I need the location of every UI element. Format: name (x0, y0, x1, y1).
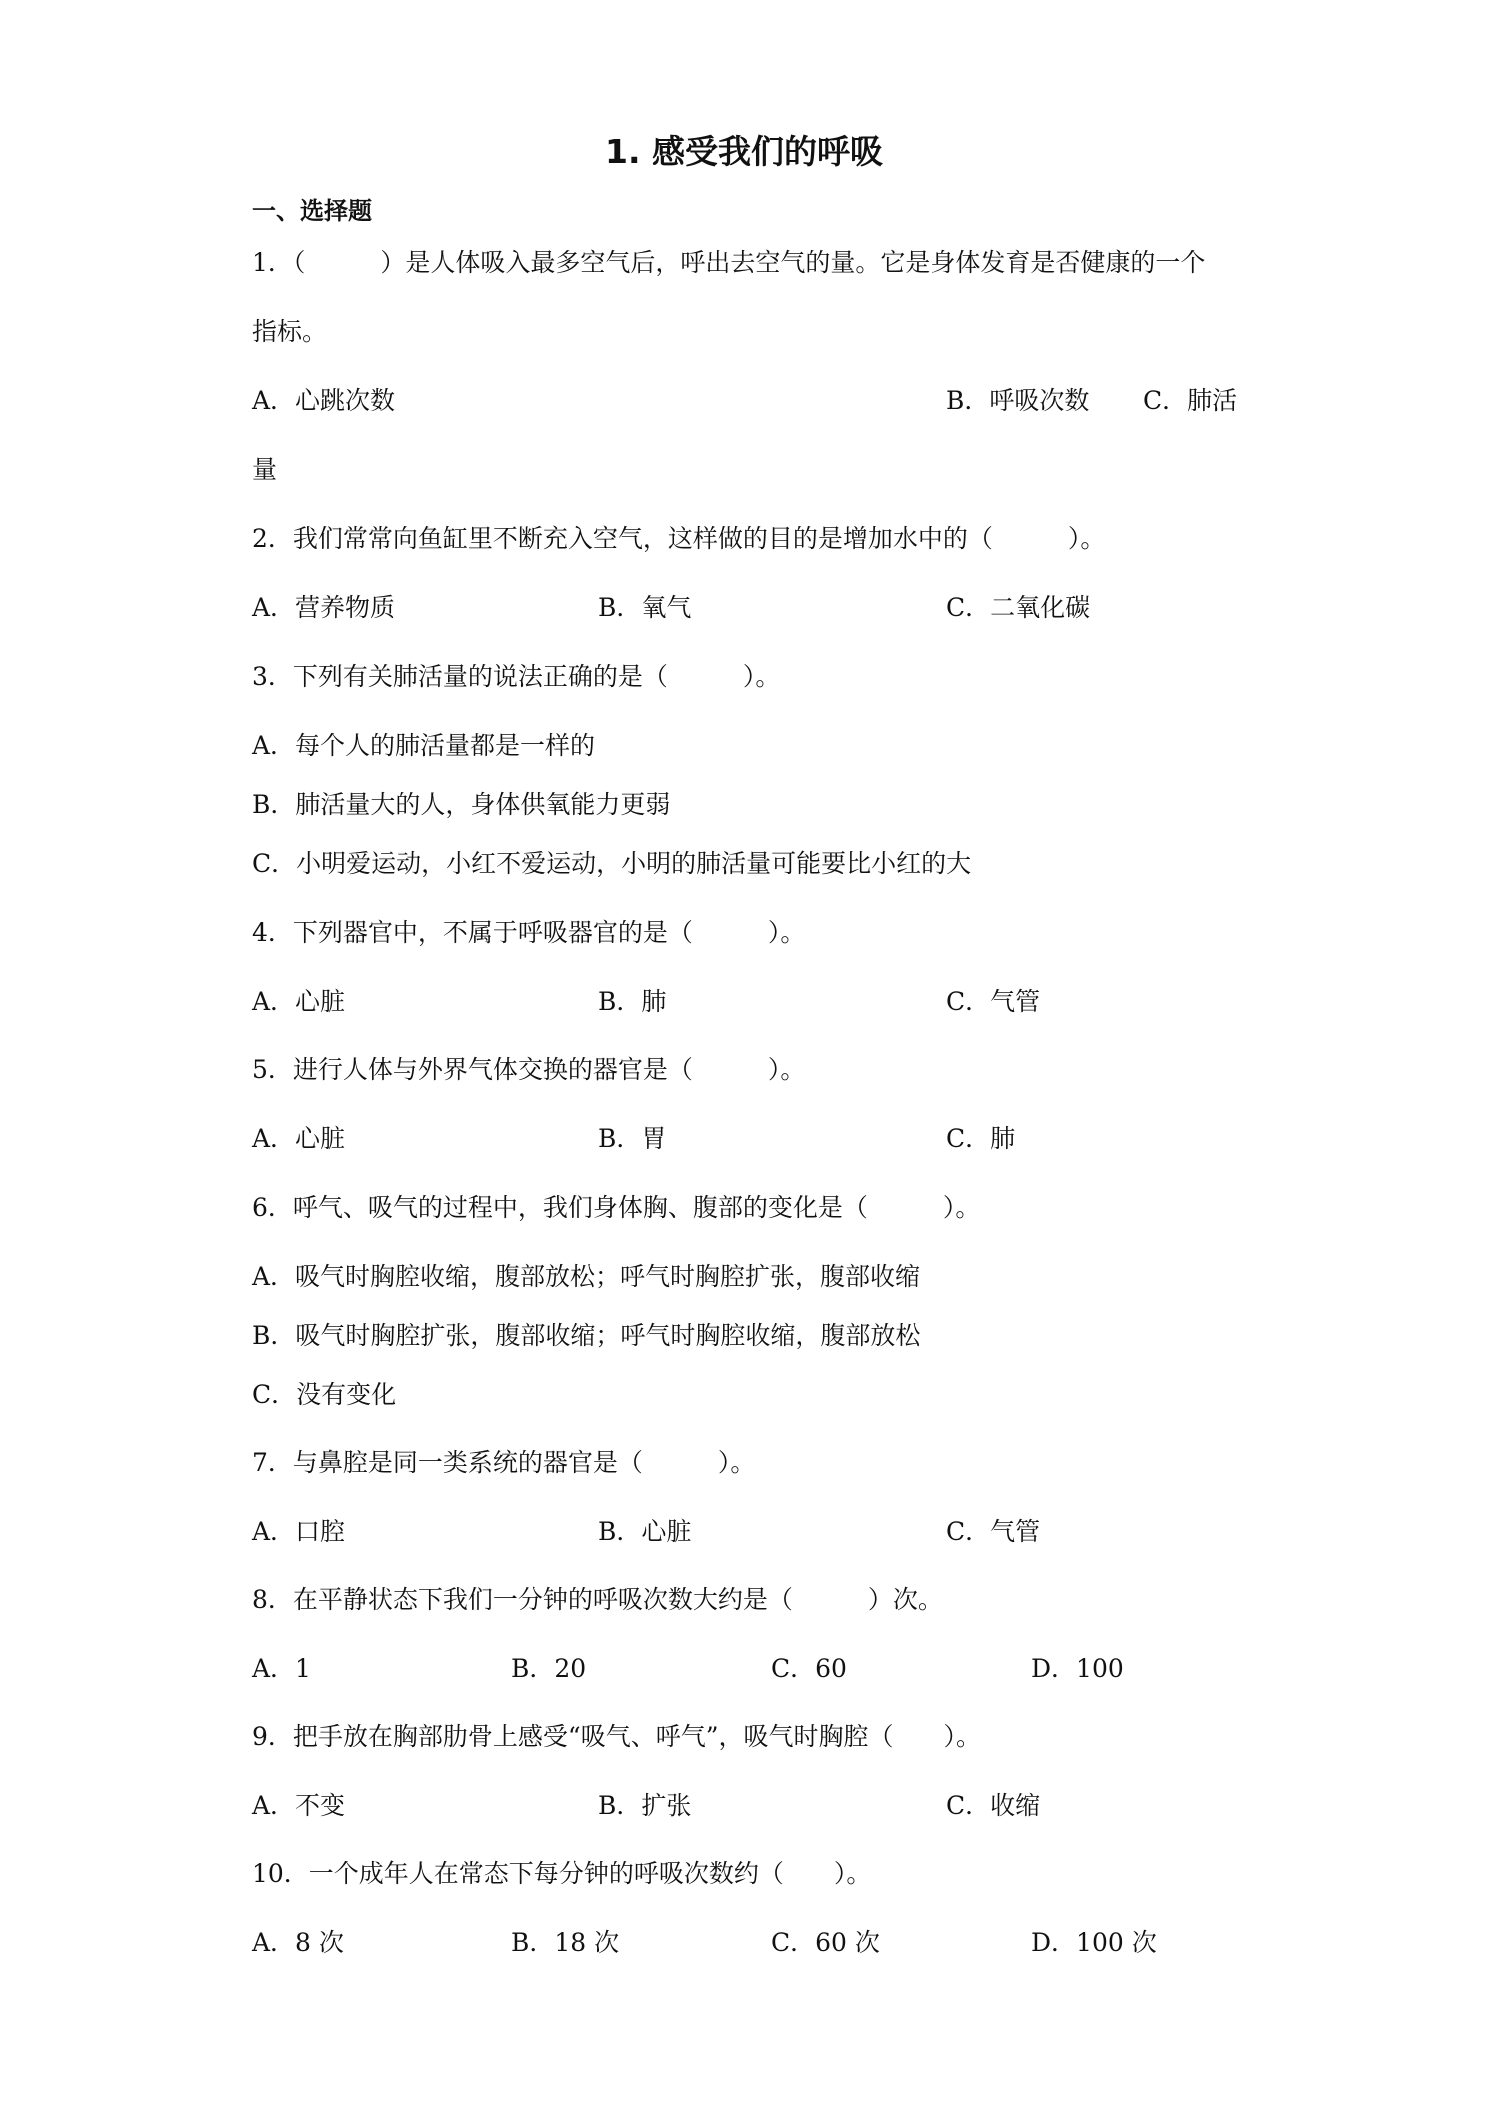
question-1-option-c-wrap: 量 (252, 455, 278, 484)
question-3-option-b: B．肺活量大的人，身体供氧能力更弱 (252, 790, 671, 819)
question-2-option-b: B．氧气 (598, 593, 692, 622)
question-9-option-a: A．不变 (252, 1791, 346, 1820)
question-8-option-a: A．1 (252, 1654, 311, 1683)
question-5-option-a: A．心脏 (252, 1124, 346, 1153)
question-6-option-b: B．吸气时胸腔扩张，腹部收缩；呼气时胸腔收缩，腹部放松 (252, 1321, 921, 1350)
question-10-option-d: D．100 次 (1031, 1928, 1157, 1957)
question-7-option-b: B．心脏 (598, 1517, 692, 1546)
question-6-option-c: C．没有变化 (252, 1380, 397, 1409)
question-1-option-c: C．肺活 (1143, 386, 1238, 415)
question-10-option-a: A．8 次 (252, 1928, 344, 1957)
question-9-option-b: B．扩张 (598, 1791, 692, 1820)
question-8-option-b: B．20 (511, 1654, 587, 1683)
question-10-stem: 10．一个成年人在常态下每分钟的呼吸次数约（ ）。 (252, 1859, 872, 1888)
question-3-option-a: A．每个人的肺活量都是一样的 (252, 731, 596, 760)
question-2-option-a: A．营养物质 (252, 593, 396, 622)
question-8-option-c: C．60 (771, 1654, 847, 1683)
question-2-option-c: C．二氧化碳 (946, 593, 1091, 622)
question-3-stem: 3．下列有关肺活量的说法正确的是（ ）。 (252, 662, 781, 691)
question-7-option-a: A．口腔 (252, 1517, 346, 1546)
question-3-option-c: C．小明爱运动，小红不爱运动，小明的肺活量可能要比小红的大 (252, 849, 972, 878)
page-title: 1. 感受我们的呼吸 (605, 132, 883, 171)
question-4-option-b: B．肺 (598, 987, 667, 1016)
question-1-option-b: B．呼吸次数 (946, 386, 1090, 415)
question-5-stem: 5．进行人体与外界气体交换的器官是（ ）。 (252, 1055, 806, 1084)
question-5-option-c: C．肺 (946, 1124, 1016, 1153)
section-heading: 一、选择题 (252, 197, 372, 225)
question-5-option-b: B．胃 (598, 1124, 667, 1153)
question-4-option-a: A．心脏 (252, 987, 346, 1016)
question-9-option-c: C．收缩 (946, 1791, 1041, 1820)
question-8-stem: 8．在平静状态下我们一分钟的呼吸次数大约是（ ）次。 (252, 1585, 943, 1614)
question-1-option-a: A．心跳次数 (252, 386, 396, 415)
question-10-option-b: B．18 次 (511, 1928, 620, 1957)
question-7-stem: 7．与鼻腔是同一类系统的器官是（ ）。 (252, 1448, 756, 1477)
question-6-option-a: A．吸气时胸腔收缩，腹部放松；呼气时胸腔扩张，腹部收缩 (252, 1262, 921, 1291)
question-9-stem: 9．把手放在胸部肋骨上感受“吸气、呼气”，吸气时胸腔（ ）。 (252, 1722, 981, 1751)
question-8-option-d: D．100 (1031, 1654, 1124, 1683)
question-2-stem: 2．我们常常向鱼缸里不断充入空气，这样做的目的是增加水中的（ ）。 (252, 524, 1106, 553)
question-1-stem-line-2: 指标。 (252, 317, 328, 346)
question-4-option-c: C．气管 (946, 987, 1041, 1016)
question-10-option-c: C．60 次 (771, 1928, 880, 1957)
question-1-stem-line-1: 1．（ ）是人体吸入最多空气后，呼出去空气的量。它是身体发育是否健康的一个 (252, 248, 1206, 277)
question-6-stem: 6．呼气、吸气的过程中，我们身体胸、腹部的变化是（ ）。 (252, 1193, 981, 1222)
question-4-stem: 4．下列器官中，不属于呼吸器官的是（ ）。 (252, 918, 806, 947)
question-7-option-c: C．气管 (946, 1517, 1041, 1546)
